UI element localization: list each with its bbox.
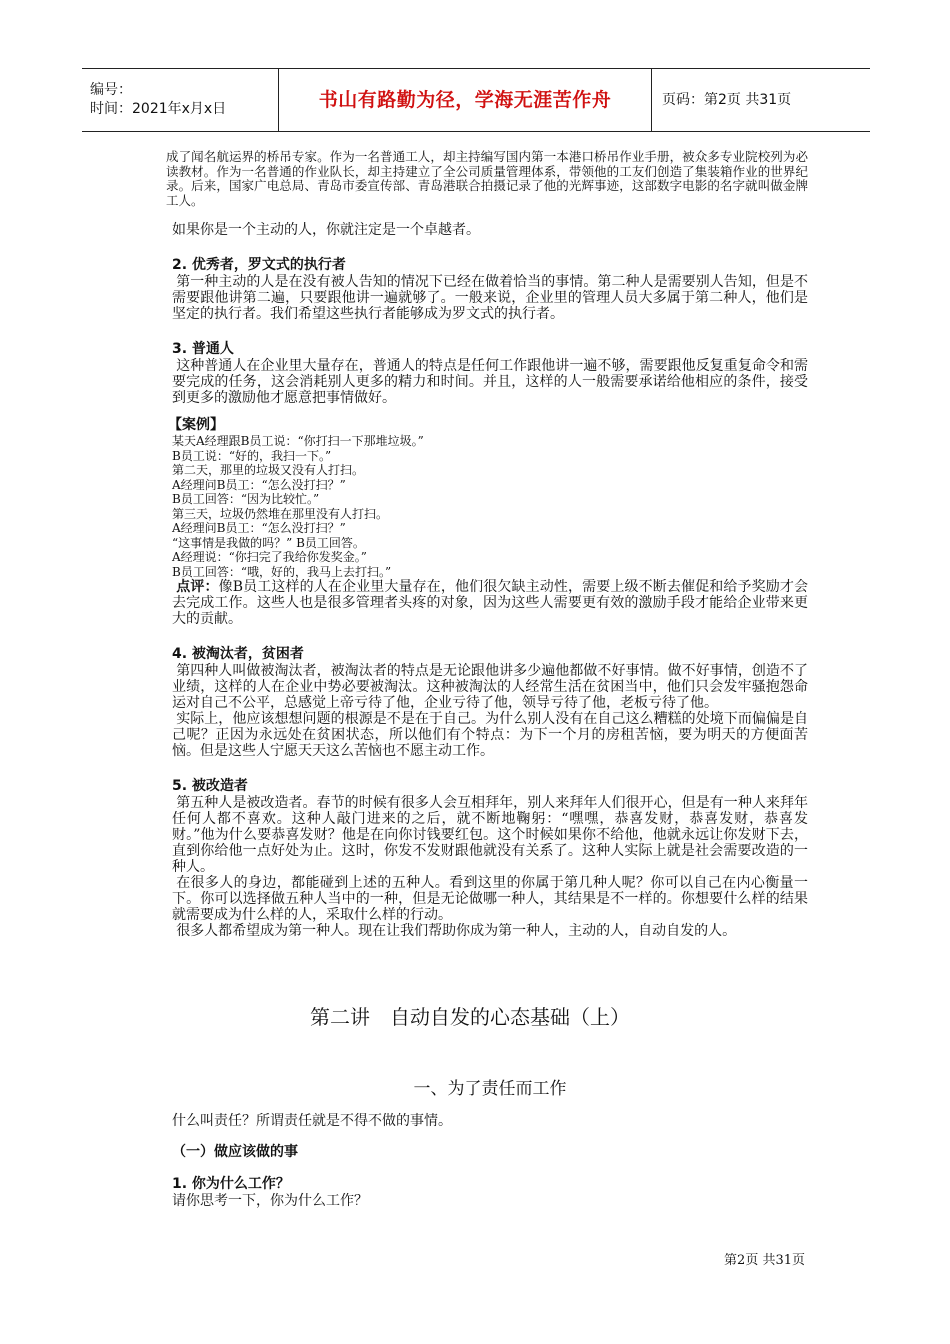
section-5-body-2: 在很多人的身边，都能碰到上述的五种人。看到这里的你属于第几种人呢？你可以自己在内心衡量一下。你可以选择做五种人当中的一种，但是无论做哪一种人，其结果是不一样的。你想要什么样的结果就需要成为什么样的人，采取什么样的行动。 <box>172 875 808 923</box>
case-line: A经理问B员工：“怎么没打扫？” <box>172 477 346 492</box>
case-line: “这事情是我做的吗？” B员工回答。 <box>172 535 365 550</box>
question-heading: 1. 你为什么工作？ <box>172 1176 290 1192</box>
header-motto: 书山有路勤为径，学海无涯苦作舟 <box>318 88 612 111</box>
section-2-body: 第一种主动的人是在没有被人告知的情况下已经在做着恰当的事情。第二种人是需要别人告知，但是不需要跟他讲第二遍，只要跟他讲一遍就够了。一般来说，企业里的管理人员大多属于第二种人，他们是坚定的执行者。我们希望这些执行者能够成为罗文式的执行者。 <box>172 274 808 322</box>
page-footer: 第2页 共31页 <box>724 1253 805 1268</box>
section-4-heading: 4. 被淘汰者，贫困者 <box>172 646 304 662</box>
case-dialogue <box>172 434 808 579</box>
section-5-body-3: 很多人都希望成为第一种人。现在让我们帮助你成为第一种人，主动的人，自动自发的人。 <box>176 923 737 939</box>
case-line: B员工说：“好的，我扫一下。” <box>172 448 332 463</box>
intro-conclusion: 如果你是一个主动的人，你就注定是一个卓越者。 <box>172 222 480 238</box>
case-line: 第二天，那里的垃圾又没有人打扫。 <box>172 463 365 477</box>
case-line: B员工回答：“因为比较忙。” <box>172 492 320 506</box>
subsection-heading: （一）做应该做的事 <box>172 1144 298 1160</box>
section-2-heading: 2. 优秀者，罗文式的执行者 <box>172 257 346 273</box>
case-line: A经理说：“你扫完了我给你发奖金。” <box>172 550 367 564</box>
responsibility-definition: 什么叫责任？所谓责任就是不得不做的事情。 <box>172 1113 452 1129</box>
document-body <box>166 149 809 1209</box>
header-page-cell <box>652 69 870 131</box>
section-4-body-1: 第四种人叫做被淘汰者，被淘汰者的特点是无论跟他讲多少遍他都做不好事情。做不好事情，创造不了业绩，这样的人在企业中势必要被淘汰。这种被淘汰的人经常生活在贫困当中，他们只会发牢骚抱怨命运对自己不公平，总感觉上帝亏待了他，企业亏待了他，领导亏待了他，老板亏待了他。 <box>172 663 808 711</box>
case-comment-text: 像B员工这样的人在企业里大量存在，他们很欠缺主动性，需要上级不断去催促和给予奖励才会去完成工作。这些人也是很多管理者头疼的对象，因为这些人需要更有效的激励手段才能给企业带来更大的贡献。 <box>172 579 809 627</box>
section-3-body: 这种普通人在企业里大量存在，普通人的特点是任何工作跟他讲一遍不够，需要跟他反复重复命令和需要完成的任务，这会消耗别人更多的精力和时间。并且，这样的人一般需要承诺给他相应的条件，接受到更多的激励他才愿意把事情做好。 <box>172 358 808 406</box>
case-line: B员工回答：“哦，好的，我马上去打扫。” <box>172 564 392 579</box>
case-heading: 【案例】 <box>168 417 224 433</box>
time-label: 时间：2021年x月x日 <box>90 101 227 117</box>
lecture-title: 第二讲 自动自发的心态基础（上） <box>310 1005 630 1029</box>
section-5-heading: 5. 被改造者 <box>172 778 248 794</box>
section-3-heading: 3. 普通人 <box>172 341 234 357</box>
section-5-body-1: 第五种人是被改造者。春节的时候有很多人会互相拜年，别人来拜年人们很开心，但是有一种人来拜年任何人都不喜欢。这种人敲门进来的之后，就不断地鞠躬：“嘿嘿，恭喜发财，恭喜发财，恭喜发财。”他为什么要恭喜发财？他是在向你讨钱要红包。这个时候如果你不给他，他就永远让你发财下去，直到你给他一点好处为止。这时，你发不发财跟他就没有关系了。这种人实际上就是社会需要改造的一种人。 <box>172 795 808 875</box>
header-meta <box>82 69 278 131</box>
section-4-body-2: 实际上，他应该想想问题的根源是不是在于自己。为什么别人没有在自己这么糟糕的处境下而偏偏是自己呢？正因为永远处在贫困状态，所以他们有个特点：为下一个月的房租苦恼，要为明天的方便面苦恼。但是这些人宁愿天天这么苦恼也不愿主动工作。 <box>172 711 808 759</box>
case-comment-label: 点评： <box>176 579 219 595</box>
intro-paragraph: 成了闻名航运界的桥吊专家。作为一名普通工人，却主持编写国内第一本港口桥吊作业手册，被众多专业院校列为必读教材。作为一名普通的作业队长，却主持建立了全公司质量管理体系，带领他的工友们创造了集装箱作业的世界纪录。后来，国家广电总局、青岛市委宣传部、青岛港联合拍摄记录了他的光辉事迹，这部数字电影的名字就叫做金牌工人。 <box>166 149 808 208</box>
section-title: 一、为了责任而工作 <box>413 1079 567 1099</box>
case-line: 第三天，垃圾仍然堆在那里没有人打扫。 <box>172 506 389 521</box>
case-comment <box>172 579 808 627</box>
case-line: A经理问B员工：“怎么没打扫？” <box>172 521 346 535</box>
page-header <box>82 68 870 132</box>
header-page-label: 页码：第2页 共31页 <box>662 91 792 108</box>
header-motto-cell <box>278 69 652 131</box>
case-line: 某天A经理跟B员工说：“你打扫一下那堆垃圾。” <box>172 434 424 448</box>
question-body: 请你思考一下，你为什么工作？ <box>172 1193 368 1209</box>
number-label: 编号： <box>90 82 132 98</box>
